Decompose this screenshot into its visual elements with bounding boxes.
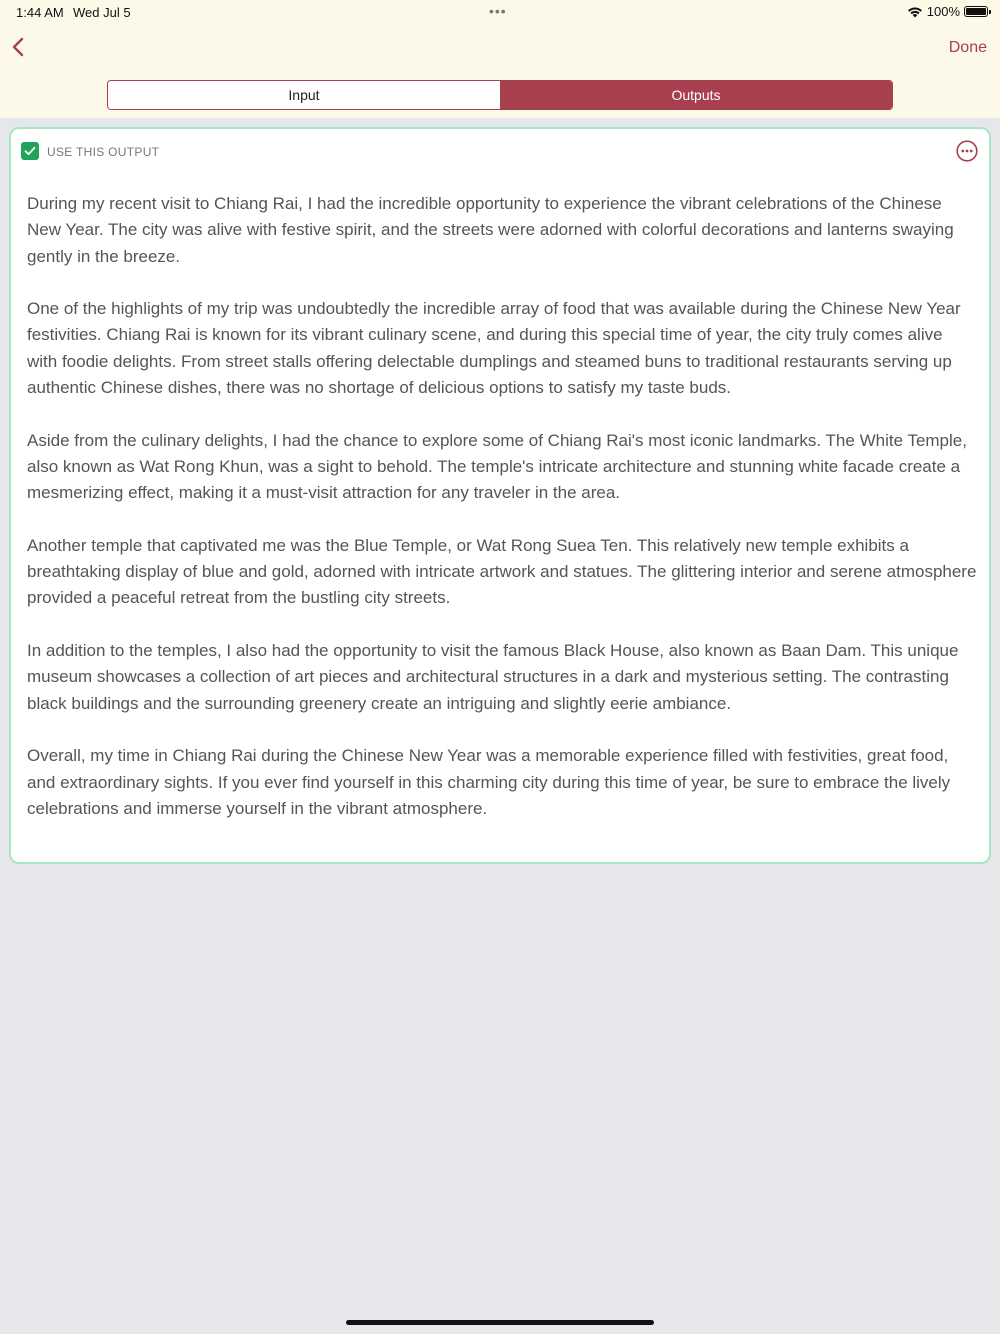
output-text[interactable] — [27, 191, 977, 848]
output-paragraph: Overall, my time in Chiang Rai during the Chinese New Year was a memorable experience filled with festivities, great food, and extraordinary sights. If you ever find yourself in this charming city during this time of year, be sure to embrace the lively celebrations and immerse yourself in the vibrant atmosphere. — [27, 746, 951, 818]
use-output-checkbox[interactable] — [21, 142, 39, 160]
status-bar — [0, 0, 1000, 24]
more-options-button[interactable] — [956, 140, 978, 162]
output-paragraph: During my recent visit to Chiang Rai, I had the incredible opportunity to experience the vibrant celebrations of the Chinese New Year. The city was alive with festive spirit, and the streets were adorned with colorful decorations and lanterns swaying gently in the breeze. — [27, 194, 954, 266]
done-button[interactable]: Done — [948, 39, 987, 56]
battery-icon — [964, 6, 988, 17]
status-date: Wed Jul 5 — [73, 5, 131, 20]
output-paragraph: Another temple that captivated me was the Blue Temple, or Wat Rong Suea Ten. This relatively new temple exhibits a breathtaking display of blue and gold, adorned with intricate artwork and statues. The glittering interior and serene atmosphere provided a peaceful retreat from the bustling city streets. — [27, 535, 977, 608]
top-bar — [0, 0, 1000, 118]
output-paragraph: In addition to the temples, I also had the opportunity to visit the famous Black House, also known as Baan Dam. This unique museum showcases a collection of art pieces and architectural structures in a dark and mysterious setting. The contrasting black buildings and the surrounding greenery create an intriguing and slightly eerie ambiance. — [27, 641, 959, 713]
input-output-segmented-control — [107, 80, 893, 110]
status-right — [907, 4, 988, 19]
output-paragraph: One of the highlights of my trip was undoubtedly the incredible array of food that was available during the Chinese New Year festivities. Chiang Rai is known for its vibrant culinary scene, and during this special time of year, the city truly comes alive with foodie delights. From street stalls offering delectable dumplings and steamed buns to traditional restaurants serving up authentic Chinese dishes, there was no shortage of delicious options to satisfy my taste buds. — [27, 299, 961, 398]
output-paragraph: Aside from the culinary delights, I had the chance to explore some of Chiang Rai's most iconic landmarks. The White Temple, also known as Wat Rong Khun, was a sight to behold. The temple's intricate architecture and stunning white facade create a mesmerizing effect, making it a must-visit attraction for any traveler in the area. — [27, 430, 967, 503]
ellipsis-circle-icon — [956, 140, 978, 162]
tab-input[interactable]: Input — [108, 81, 500, 109]
home-indicator[interactable] — [346, 1320, 654, 1325]
back-button[interactable] — [8, 36, 30, 58]
use-output-label: USE THIS OUTPUT — [47, 145, 160, 159]
multitasking-dots-icon[interactable]: ••• — [489, 3, 507, 19]
output-card — [9, 127, 991, 864]
checkmark-icon — [24, 145, 36, 157]
chevron-left-icon — [8, 36, 30, 58]
wifi-icon — [907, 6, 923, 18]
status-time: 1:44 AM — [16, 5, 64, 20]
battery-percentage: 100% — [926, 4, 960, 19]
tab-outputs[interactable]: Outputs — [500, 81, 892, 109]
